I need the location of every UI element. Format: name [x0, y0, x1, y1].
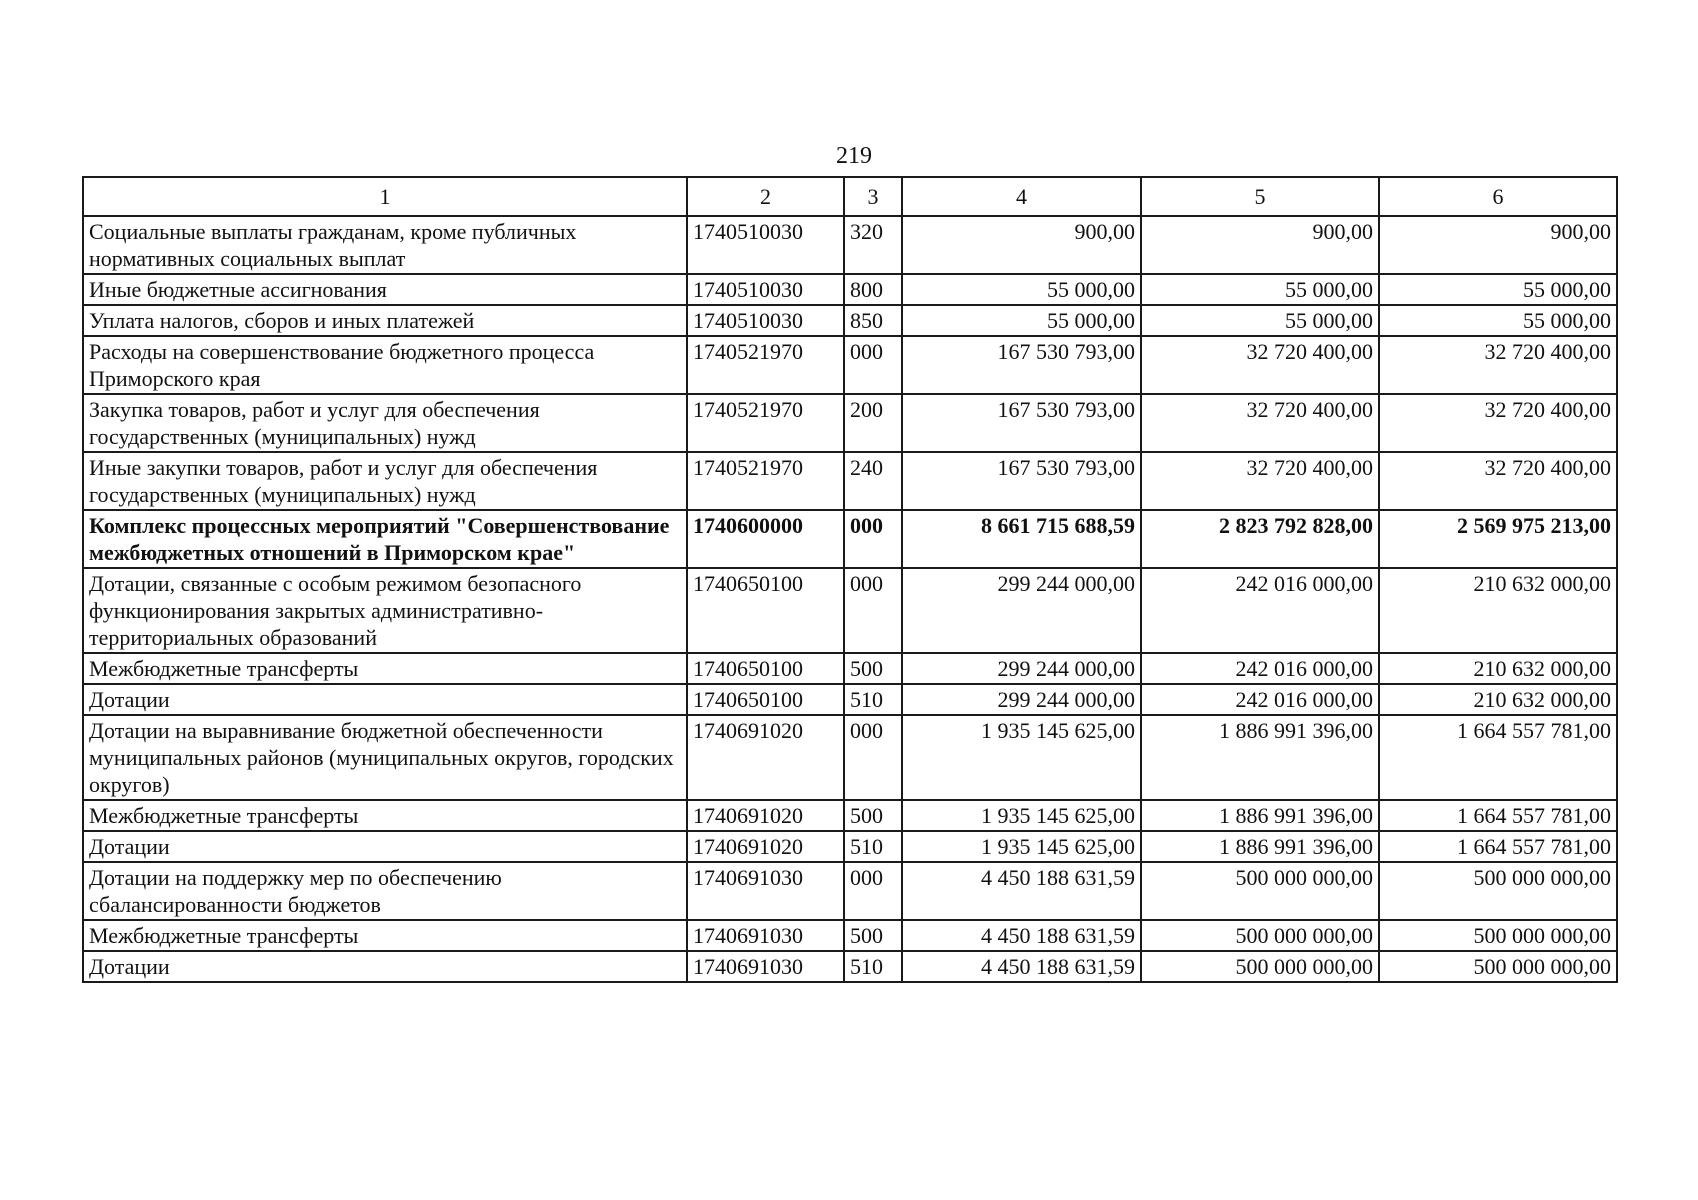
row-amount-col6-cell: 2 569 975 213,00	[1379, 510, 1617, 568]
row-amount-col6-cell: 500 000 000,00	[1379, 862, 1617, 920]
table-body	[83, 216, 1617, 982]
row-amount-col4-cell: 4 450 188 631,59	[902, 920, 1141, 951]
row-code-cell: 1740510030	[687, 216, 844, 274]
table-row	[83, 305, 1617, 336]
row-amount-col5-cell: 2 823 792 828,00	[1141, 510, 1379, 568]
table-row	[83, 831, 1617, 862]
row-expense-type-cell: 000	[844, 715, 902, 800]
table-row	[83, 862, 1617, 920]
row-code-cell: 1740510030	[687, 305, 844, 336]
row-amount-col4-cell: 167 530 793,00	[902, 394, 1141, 452]
row-amount-col4-cell: 299 244 000,00	[902, 653, 1141, 684]
table-row	[83, 216, 1617, 274]
table-header-row	[83, 177, 1617, 216]
row-expense-type-cell: 200	[844, 394, 902, 452]
budget-table	[82, 176, 1618, 983]
row-expense-type-cell: 320	[844, 216, 902, 274]
table-row	[83, 568, 1617, 653]
row-name-cell: Социальные выплаты гражданам, кроме публичных нормативных социальных выплат	[83, 216, 687, 274]
row-amount-col6-cell: 32 720 400,00	[1379, 394, 1617, 452]
table-row	[83, 920, 1617, 951]
row-name-cell: Межбюджетные трансферты	[83, 653, 687, 684]
row-amount-col5-cell: 1 886 991 396,00	[1141, 800, 1379, 831]
row-code-cell: 1740600000	[687, 510, 844, 568]
table-row	[83, 452, 1617, 510]
row-name-cell: Межбюджетные трансферты	[83, 920, 687, 951]
row-amount-col5-cell: 500 000 000,00	[1141, 920, 1379, 951]
row-name-cell: Расходы на совершенствование бюджетного процесса Приморского края	[83, 336, 687, 394]
table-row	[83, 274, 1617, 305]
row-amount-col4-cell: 900,00	[902, 216, 1141, 274]
row-expense-type-cell: 510	[844, 684, 902, 715]
row-name-cell: Дотации на поддержку мер по обеспечению сбалансированности бюджетов	[83, 862, 687, 920]
row-code-cell: 1740521970	[687, 336, 844, 394]
row-expense-type-cell: 000	[844, 568, 902, 653]
column-header: 2	[687, 177, 844, 216]
row-expense-type-cell: 800	[844, 274, 902, 305]
row-code-cell: 1740521970	[687, 394, 844, 452]
row-amount-col4-cell: 4 450 188 631,59	[902, 951, 1141, 982]
row-code-cell: 1740691020	[687, 800, 844, 831]
row-amount-col6-cell: 500 000 000,00	[1379, 920, 1617, 951]
row-name-cell: Комплекс процессных мероприятий "Совершенствование межбюджетных отношений в Приморском крае"	[83, 510, 687, 568]
row-amount-col4-cell: 1 935 145 625,00	[902, 715, 1141, 800]
table-row	[83, 951, 1617, 982]
row-name-cell: Уплата налогов, сборов и иных платежей	[83, 305, 687, 336]
row-amount-col6-cell: 55 000,00	[1379, 305, 1617, 336]
row-code-cell: 1740691020	[687, 831, 844, 862]
table-row	[83, 684, 1617, 715]
row-code-cell: 1740650100	[687, 653, 844, 684]
row-amount-col5-cell: 32 720 400,00	[1141, 394, 1379, 452]
row-expense-type-cell: 510	[844, 951, 902, 982]
row-amount-col6-cell: 1 664 557 781,00	[1379, 831, 1617, 862]
row-name-cell: Закупка товаров, работ и услуг для обеспечения государственных (муниципальных) нужд	[83, 394, 687, 452]
row-expense-type-cell: 000	[844, 862, 902, 920]
row-amount-col4-cell: 55 000,00	[902, 274, 1141, 305]
row-expense-type-cell: 500	[844, 920, 902, 951]
row-code-cell: 1740510030	[687, 274, 844, 305]
page-number: 219	[836, 143, 872, 169]
table-row	[83, 394, 1617, 452]
row-expense-type-cell: 850	[844, 305, 902, 336]
table-row	[83, 510, 1617, 568]
row-amount-col5-cell: 32 720 400,00	[1141, 336, 1379, 394]
row-amount-col4-cell: 55 000,00	[902, 305, 1141, 336]
row-amount-col4-cell: 4 450 188 631,59	[902, 862, 1141, 920]
row-amount-col4-cell: 167 530 793,00	[902, 336, 1141, 394]
row-amount-col5-cell: 900,00	[1141, 216, 1379, 274]
row-name-cell: Дотации на выравнивание бюджетной обеспеченности муниципальных районов (муниципальных округов, городских округов)	[83, 715, 687, 800]
row-expense-type-cell: 240	[844, 452, 902, 510]
row-code-cell: 1740691030	[687, 951, 844, 982]
column-header: 1	[83, 177, 687, 216]
row-amount-col5-cell: 242 016 000,00	[1141, 568, 1379, 653]
column-header: 3	[844, 177, 902, 216]
row-amount-col4-cell: 8 661 715 688,59	[902, 510, 1141, 568]
row-amount-col6-cell: 32 720 400,00	[1379, 452, 1617, 510]
row-amount-col6-cell: 500 000 000,00	[1379, 951, 1617, 982]
row-amount-col5-cell: 242 016 000,00	[1141, 653, 1379, 684]
row-code-cell: 1740650100	[687, 684, 844, 715]
row-amount-col4-cell: 167 530 793,00	[902, 452, 1141, 510]
row-amount-col6-cell: 1 664 557 781,00	[1379, 800, 1617, 831]
row-amount-col6-cell: 900,00	[1379, 216, 1617, 274]
row-amount-col5-cell: 55 000,00	[1141, 305, 1379, 336]
table-row	[83, 800, 1617, 831]
column-header: 4	[902, 177, 1141, 216]
row-amount-col5-cell: 242 016 000,00	[1141, 684, 1379, 715]
row-code-cell: 1740521970	[687, 452, 844, 510]
row-amount-col5-cell: 1 886 991 396,00	[1141, 715, 1379, 800]
row-name-cell: Дотации	[83, 684, 687, 715]
row-amount-col4-cell: 299 244 000,00	[902, 684, 1141, 715]
row-amount-col4-cell: 1 935 145 625,00	[902, 831, 1141, 862]
row-amount-col6-cell: 210 632 000,00	[1379, 684, 1617, 715]
row-amount-col6-cell: 1 664 557 781,00	[1379, 715, 1617, 800]
column-header: 5	[1141, 177, 1379, 216]
row-code-cell: 1740650100	[687, 568, 844, 653]
row-amount-col5-cell: 500 000 000,00	[1141, 951, 1379, 982]
row-amount-col5-cell: 32 720 400,00	[1141, 452, 1379, 510]
column-header: 6	[1379, 177, 1617, 216]
row-amount-col5-cell: 55 000,00	[1141, 274, 1379, 305]
row-amount-col6-cell: 210 632 000,00	[1379, 653, 1617, 684]
row-name-cell: Дотации	[83, 831, 687, 862]
table-row	[83, 336, 1617, 394]
row-code-cell: 1740691030	[687, 920, 844, 951]
row-expense-type-cell: 000	[844, 336, 902, 394]
row-name-cell: Межбюджетные трансферты	[83, 800, 687, 831]
row-expense-type-cell: 500	[844, 653, 902, 684]
row-name-cell: Дотации	[83, 951, 687, 982]
row-name-cell: Иные бюджетные ассигнования	[83, 274, 687, 305]
row-amount-col6-cell: 55 000,00	[1379, 274, 1617, 305]
row-name-cell: Дотации, связанные с особым режимом безопасного функционирования закрытых административно-территориальных образований	[83, 568, 687, 653]
row-amount-col6-cell: 32 720 400,00	[1379, 336, 1617, 394]
row-expense-type-cell: 510	[844, 831, 902, 862]
row-expense-type-cell: 000	[844, 510, 902, 568]
row-amount-col4-cell: 1 935 145 625,00	[902, 800, 1141, 831]
row-name-cell: Иные закупки товаров, работ и услуг для обеспечения государственных (муниципальных) нужд	[83, 452, 687, 510]
row-expense-type-cell: 500	[844, 800, 902, 831]
row-code-cell: 1740691030	[687, 862, 844, 920]
row-amount-col6-cell: 210 632 000,00	[1379, 568, 1617, 653]
table-row	[83, 653, 1617, 684]
row-amount-col4-cell: 299 244 000,00	[902, 568, 1141, 653]
row-amount-col5-cell: 1 886 991 396,00	[1141, 831, 1379, 862]
row-amount-col5-cell: 500 000 000,00	[1141, 862, 1379, 920]
table-row	[83, 715, 1617, 800]
row-code-cell: 1740691020	[687, 715, 844, 800]
